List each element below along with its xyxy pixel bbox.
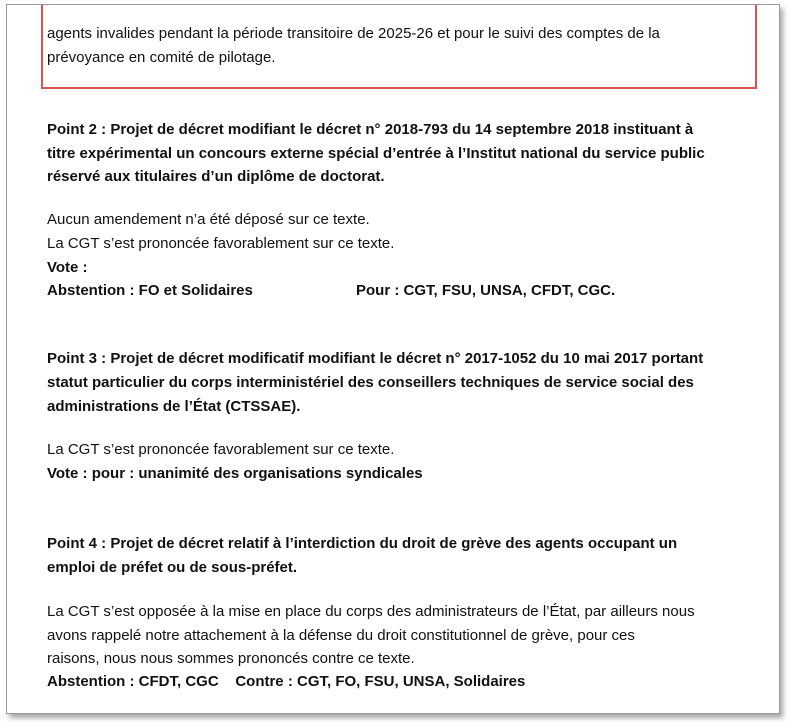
point4-title-line-1: Point 4 : Projet de décret relatif à l’interdiction du droit de grève des agents occupant un	[47, 535, 678, 552]
point4-body-line-2: avons rappelé notre attachement à la défense du droit constitutionnel de grève, pour ces	[47, 627, 635, 644]
point2-title-line-3: réservé aux titulaires d’un diplôme de doctorat.	[47, 168, 385, 185]
point3-title-line-3: administrations de l’État (CTSSAE).	[47, 398, 301, 415]
point2-title-line-1: Point 2 : Projet de décret modifiant le décret n° 2018-793 du 14 septembre 2018 instituant à	[47, 121, 694, 138]
point3-title-line-1: Point 3 : Projet de décret modificatif modifiant le décret n° 2017-1052 du 10 mai 2017 portant	[47, 350, 704, 367]
point3-title-line-2: statut particulier du corps interministériel des conseillers techniques de service social des	[47, 374, 694, 391]
point2-title-line-2: titre expérimental un concours externe spécial d’entrée à l’Institut national du service public	[47, 145, 705, 162]
point4-vote: Abstention : CFDT, CGC Contre : CGT, FO, FSU, UNSA, Solidaires	[47, 673, 526, 690]
point3-vote: Vote : pour : unanimité des organisations syndicales	[47, 465, 423, 482]
excerpt-line-2: prévoyance en comité de pilotage.	[47, 49, 276, 66]
point2-abstention: Abstention : FO et Solidaires	[47, 282, 253, 299]
point2-pour: Pour : CGT, FSU, UNSA, CFDT, CGC.	[356, 282, 616, 299]
excerpt-line-1: agents invalides pendant la période transitoire de 2025-26 et pour le suivi des comptes de la	[47, 25, 660, 42]
point2-amendment: Aucun amendement n’a été déposé sur ce texte.	[47, 211, 370, 228]
point4-body-line-1: La CGT s’est opposée à la mise en place du corps des administrateurs de l’État, par ailleurs nous	[47, 603, 695, 620]
point4-body-line-3: raisons, nous nous sommes prononcés contre ce texte.	[47, 650, 415, 667]
point4-title-line-2: emploi de préfet ou de sous-préfet.	[47, 559, 298, 576]
point2-cgt-position: La CGT s’est prononcée favorablement sur ce texte.	[47, 235, 395, 252]
point3-cgt-position: La CGT s’est prononcée favorablement sur ce texte.	[47, 441, 395, 458]
point2-vote-label: Vote :	[47, 259, 88, 276]
